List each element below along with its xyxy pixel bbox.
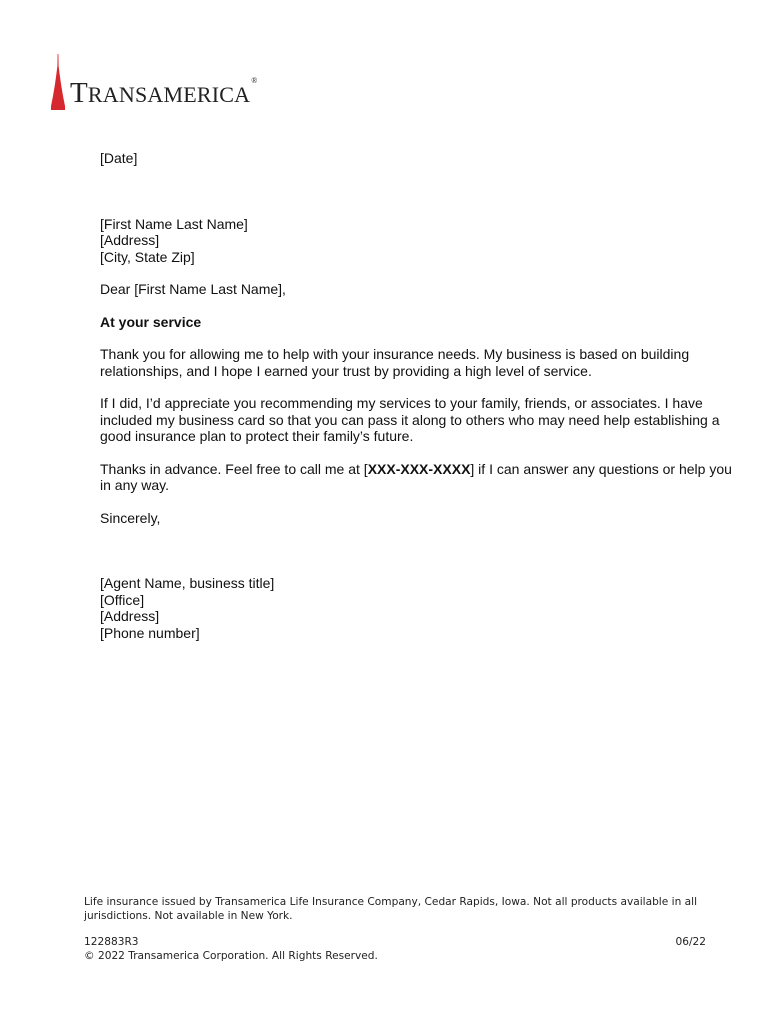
letter-body (100, 150, 740, 641)
letter-paragraph-1: Thank you for allowing me to help with your insurance needs. My business is based on building relationships, and I hope I earned your trust by providing a high level of service. (100, 346, 690, 379)
letter-date: [Date] (100, 150, 138, 166)
footer-copyright: © 2022 Transamerica Corporation. All Rights Reserved. (84, 949, 378, 962)
recipient-city-state-zip: [City, State Zip] (100, 248, 195, 265)
signature-phone: [Phone number] (100, 624, 200, 641)
signature-block (100, 575, 740, 641)
footer-disclaimer: Life insurance issued by Transamerica Life Insurance Company, Cedar Rapids, Iowa. Not all products available in all jurisdictions. Not available in New York. (84, 896, 698, 922)
transamerica-logo (50, 54, 258, 110)
footer-form-number: 122883R3 (84, 936, 139, 948)
letter-greeting: Dear [First Name Last Name], (100, 281, 286, 297)
paragraph-3-text-after: ] if I can answer any questions or help you in any way. (100, 460, 732, 493)
letter-heading: At your service (100, 313, 202, 330)
letter-closing: Sincerely, (100, 509, 161, 526)
phone-placeholder: XXX-XXX-XXXX (367, 460, 471, 477)
footer-code-row (84, 936, 706, 950)
letter-paragraph-3 (100, 461, 740, 494)
paragraph-3-text-before: Thanks in advance. Feel free to call me at [ (100, 460, 368, 477)
recipient-address-block (100, 216, 740, 266)
page-footer (84, 896, 734, 963)
footer-date-code: 06/22 (675, 936, 706, 948)
letter-paragraph-2: If I did, I’d appreciate you recommending my services to your family, friends, or associates. I have included my business card so that you can pass it along to others who may need help establishing a good insurance plan to protect their family’s future. (100, 395, 720, 444)
signature-office: [Office] (100, 591, 145, 608)
recipient-name: [First Name Last Name] (100, 215, 248, 232)
signature-address: [Address] (100, 608, 160, 624)
signature-agent: [Agent Name, business title] (100, 575, 275, 591)
pyramid-building-icon (50, 54, 66, 110)
recipient-address: [Address] (100, 232, 160, 248)
logo-wordmark: TRANSAMERICA® (70, 76, 258, 109)
